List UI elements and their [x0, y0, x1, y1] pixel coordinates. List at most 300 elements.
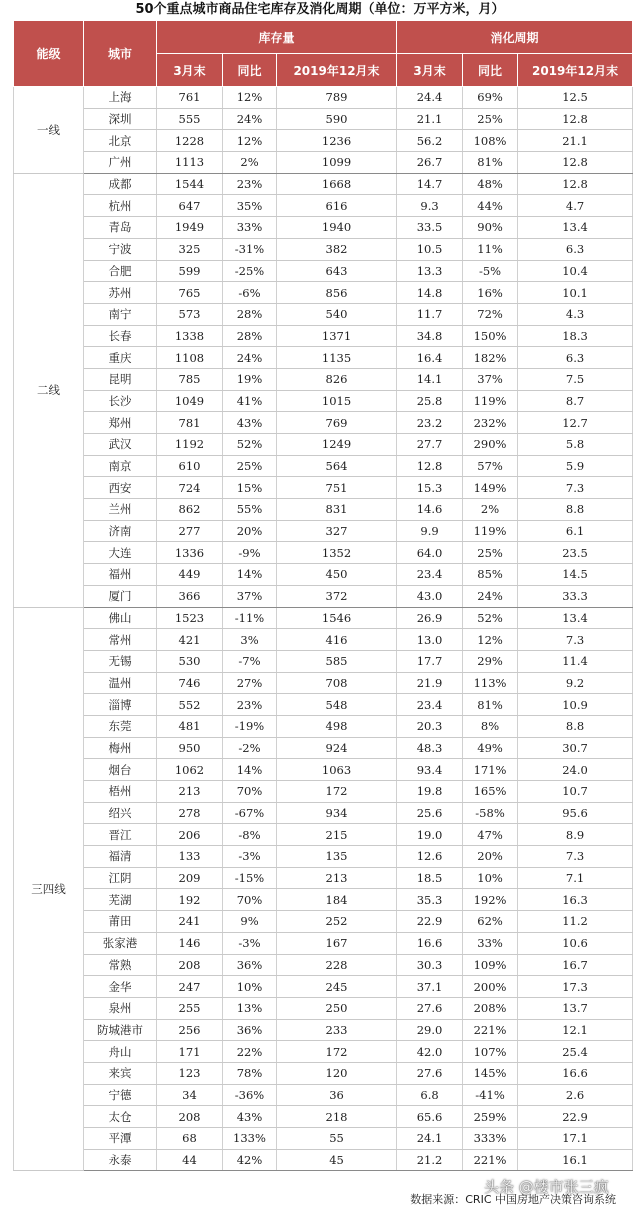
city-cell: 郑州 [84, 412, 157, 434]
inv-dec2019-cell: 1135 [277, 347, 397, 369]
inv-dec2019-cell: 252 [277, 911, 397, 933]
dig-yoy-cell: 52% [463, 607, 518, 629]
dig-march-cell: 65.6 [397, 1106, 463, 1128]
dig-dec2019-cell: 14.5 [518, 564, 633, 586]
inv-yoy-cell: 24% [223, 108, 277, 130]
table-row [14, 1106, 633, 1128]
city-cell: 常熟 [84, 954, 157, 976]
inv-dec2019-cell: 548 [277, 694, 397, 716]
dig-march-cell: 42.0 [397, 1041, 463, 1063]
city-cell: 广州 [84, 152, 157, 174]
dig-march-cell: 16.4 [397, 347, 463, 369]
city-cell: 北京 [84, 130, 157, 152]
table-row [14, 325, 633, 347]
inv-march-cell: 761 [157, 87, 223, 109]
table-row [14, 412, 633, 434]
dig-march-cell: 19.8 [397, 781, 463, 803]
header-dig-yoy: 同比 [463, 54, 518, 87]
inv-yoy-cell: 27% [223, 672, 277, 694]
table-row [14, 781, 633, 803]
city-cell: 佛山 [84, 607, 157, 629]
dig-yoy-cell: 33% [463, 932, 518, 954]
table-row [14, 477, 633, 499]
table-row [14, 542, 633, 564]
dig-yoy-cell: 2% [463, 499, 518, 521]
inv-dec2019-cell: 1249 [277, 434, 397, 456]
inv-yoy-cell: 19% [223, 368, 277, 390]
table-row [14, 87, 633, 109]
inv-march-cell: 255 [157, 997, 223, 1019]
inv-yoy-cell: 36% [223, 954, 277, 976]
city-cell: 上海 [84, 87, 157, 109]
inv-yoy-cell: 15% [223, 477, 277, 499]
inv-yoy-cell: 10% [223, 976, 277, 998]
inv-yoy-cell: 20% [223, 520, 277, 542]
inv-yoy-cell: -31% [223, 238, 277, 260]
dig-dec2019-cell: 17.1 [518, 1128, 633, 1150]
dig-march-cell: 13.0 [397, 629, 463, 651]
dig-march-cell: 26.7 [397, 152, 463, 174]
inv-march-cell: 208 [157, 954, 223, 976]
inv-dec2019-cell: 540 [277, 303, 397, 325]
dig-yoy-cell: 11% [463, 238, 518, 260]
dig-march-cell: 14.7 [397, 173, 463, 195]
inv-dec2019-cell: 416 [277, 629, 397, 651]
inv-dec2019-cell: 585 [277, 650, 397, 672]
inv-yoy-cell: -7% [223, 650, 277, 672]
city-cell: 南京 [84, 455, 157, 477]
table-body [14, 87, 633, 1171]
inv-yoy-cell: -3% [223, 932, 277, 954]
inv-march-cell: 1949 [157, 217, 223, 239]
inv-yoy-cell: 12% [223, 87, 277, 109]
inv-dec2019-cell: 751 [277, 477, 397, 499]
inv-yoy-cell: 36% [223, 1019, 277, 1041]
city-cell: 武汉 [84, 434, 157, 456]
inv-yoy-cell: -11% [223, 607, 277, 629]
dig-yoy-cell: 12% [463, 629, 518, 651]
dig-march-cell: 9.3 [397, 195, 463, 217]
inv-march-cell: 34 [157, 1084, 223, 1106]
dig-march-cell: 37.1 [397, 976, 463, 998]
dig-march-cell: 9.9 [397, 520, 463, 542]
dig-march-cell: 18.5 [397, 867, 463, 889]
dig-march-cell: 35.3 [397, 889, 463, 911]
inv-march-cell: 1523 [157, 607, 223, 629]
table-row [14, 1019, 633, 1041]
inv-march-cell: 599 [157, 260, 223, 282]
inv-yoy-cell: 2% [223, 152, 277, 174]
dig-march-cell: 12.8 [397, 455, 463, 477]
inv-dec2019-cell: 1015 [277, 390, 397, 412]
dig-dec2019-cell: 8.8 [518, 715, 633, 737]
inv-march-cell: 44 [157, 1149, 223, 1171]
dig-dec2019-cell: 13.4 [518, 607, 633, 629]
inv-march-cell: 765 [157, 282, 223, 304]
dig-dec2019-cell: 12.8 [518, 108, 633, 130]
city-cell: 江阴 [84, 867, 157, 889]
inv-dec2019-cell: 245 [277, 976, 397, 998]
dig-dec2019-cell: 24.0 [518, 759, 633, 781]
dig-march-cell: 23.4 [397, 564, 463, 586]
dig-dec2019-cell: 7.3 [518, 629, 633, 651]
inv-dec2019-cell: 1236 [277, 130, 397, 152]
inv-march-cell: 421 [157, 629, 223, 651]
city-cell: 青岛 [84, 217, 157, 239]
dig-dec2019-cell: 6.3 [518, 347, 633, 369]
inv-march-cell: 552 [157, 694, 223, 716]
dig-yoy-cell: 192% [463, 889, 518, 911]
dig-yoy-cell: -41% [463, 1084, 518, 1106]
dig-dec2019-cell: 12.8 [518, 152, 633, 174]
dig-yoy-cell: 29% [463, 650, 518, 672]
dig-march-cell: 21.9 [397, 672, 463, 694]
table-row [14, 997, 633, 1019]
table-row [14, 585, 633, 607]
dig-yoy-cell: 62% [463, 911, 518, 933]
inv-march-cell: 746 [157, 672, 223, 694]
table-row [14, 715, 633, 737]
dig-march-cell: 10.5 [397, 238, 463, 260]
inv-march-cell: 1544 [157, 173, 223, 195]
dig-dec2019-cell: 2.6 [518, 1084, 633, 1106]
dig-march-cell: 13.3 [397, 260, 463, 282]
dig-yoy-cell: 119% [463, 390, 518, 412]
watermark: 头条 @楼市张三疯 [484, 1178, 609, 1196]
dig-dec2019-cell: 21.1 [518, 130, 633, 152]
inv-yoy-cell: 70% [223, 889, 277, 911]
city-cell: 杭州 [84, 195, 157, 217]
dig-dec2019-cell: 16.1 [518, 1149, 633, 1171]
inv-dec2019-cell: 167 [277, 932, 397, 954]
dig-yoy-cell: 221% [463, 1019, 518, 1041]
dig-dec2019-cell: 7.3 [518, 477, 633, 499]
inv-march-cell: 325 [157, 238, 223, 260]
inv-march-cell: 208 [157, 1106, 223, 1128]
dig-yoy-cell: 149% [463, 477, 518, 499]
inv-march-cell: 573 [157, 303, 223, 325]
inv-march-cell: 724 [157, 477, 223, 499]
dig-yoy-cell: -5% [463, 260, 518, 282]
dig-dec2019-cell: 4.7 [518, 195, 633, 217]
dig-dec2019-cell: 10.7 [518, 781, 633, 803]
table-row [14, 954, 633, 976]
dig-dec2019-cell: 4.3 [518, 303, 633, 325]
dig-march-cell: 26.9 [397, 607, 463, 629]
inv-dec2019-cell: 1546 [277, 607, 397, 629]
inv-dec2019-cell: 769 [277, 412, 397, 434]
inv-dec2019-cell: 934 [277, 802, 397, 824]
inv-march-cell: 1049 [157, 390, 223, 412]
city-cell: 深圳 [84, 108, 157, 130]
dig-yoy-cell: 119% [463, 520, 518, 542]
dig-march-cell: 23.4 [397, 694, 463, 716]
dig-dec2019-cell: 16.3 [518, 889, 633, 911]
table-row [14, 867, 633, 889]
inv-march-cell: 366 [157, 585, 223, 607]
dig-dec2019-cell: 17.3 [518, 976, 633, 998]
header-tier: 能级 [14, 21, 84, 87]
dig-dec2019-cell: 16.6 [518, 1062, 633, 1084]
table-row [14, 911, 633, 933]
inv-yoy-cell: 28% [223, 303, 277, 325]
inv-yoy-cell: 133% [223, 1128, 277, 1150]
dig-yoy-cell: 107% [463, 1041, 518, 1063]
inv-march-cell: 241 [157, 911, 223, 933]
dig-yoy-cell: 81% [463, 152, 518, 174]
dig-march-cell: 6.8 [397, 1084, 463, 1106]
dig-dec2019-cell: 6.1 [518, 520, 633, 542]
dig-march-cell: 21.1 [397, 108, 463, 130]
dig-march-cell: 12.6 [397, 846, 463, 868]
dig-yoy-cell: 81% [463, 694, 518, 716]
dig-dec2019-cell: 7.5 [518, 368, 633, 390]
inv-dec2019-cell: 327 [277, 520, 397, 542]
city-cell: 来宾 [84, 1062, 157, 1084]
dig-yoy-cell: 24% [463, 585, 518, 607]
inv-yoy-cell: -36% [223, 1084, 277, 1106]
dig-yoy-cell: 108% [463, 130, 518, 152]
inv-march-cell: 1338 [157, 325, 223, 347]
dig-march-cell: 14.8 [397, 282, 463, 304]
header-dig-march: 3月末 [397, 54, 463, 87]
table-row [14, 434, 633, 456]
city-cell: 宁波 [84, 238, 157, 260]
inv-yoy-cell: -15% [223, 867, 277, 889]
inv-march-cell: 530 [157, 650, 223, 672]
dig-dec2019-cell: 10.6 [518, 932, 633, 954]
inv-yoy-cell: -6% [223, 282, 277, 304]
inv-march-cell: 192 [157, 889, 223, 911]
inv-march-cell: 481 [157, 715, 223, 737]
inv-yoy-cell: 52% [223, 434, 277, 456]
city-cell: 泉州 [84, 997, 157, 1019]
dig-dec2019-cell: 12.5 [518, 87, 633, 109]
dig-march-cell: 93.4 [397, 759, 463, 781]
inv-dec2019-cell: 1063 [277, 759, 397, 781]
inv-march-cell: 1113 [157, 152, 223, 174]
inv-dec2019-cell: 564 [277, 455, 397, 477]
dig-dec2019-cell: 11.2 [518, 911, 633, 933]
table-row [14, 564, 633, 586]
inv-march-cell: 206 [157, 824, 223, 846]
city-cell: 长沙 [84, 390, 157, 412]
dig-march-cell: 16.6 [397, 932, 463, 954]
inv-march-cell: 68 [157, 1128, 223, 1150]
dig-march-cell: 11.7 [397, 303, 463, 325]
city-cell: 合肥 [84, 260, 157, 282]
dig-dec2019-cell: 8.8 [518, 499, 633, 521]
table-row [14, 130, 633, 152]
dig-dec2019-cell: 12.8 [518, 173, 633, 195]
inv-yoy-cell: -19% [223, 715, 277, 737]
inv-yoy-cell: 35% [223, 195, 277, 217]
dig-dec2019-cell: 10.4 [518, 260, 633, 282]
inv-yoy-cell: 23% [223, 173, 277, 195]
dig-dec2019-cell: 8.9 [518, 824, 633, 846]
dig-yoy-cell: 232% [463, 412, 518, 434]
table-row [14, 737, 633, 759]
dig-yoy-cell: 208% [463, 997, 518, 1019]
dig-dec2019-cell: 33.3 [518, 585, 633, 607]
city-cell: 莆田 [84, 911, 157, 933]
inv-dec2019-cell: 228 [277, 954, 397, 976]
dig-march-cell: 22.9 [397, 911, 463, 933]
city-cell: 防城港市 [84, 1019, 157, 1041]
dig-march-cell: 30.3 [397, 954, 463, 976]
inv-yoy-cell: -2% [223, 737, 277, 759]
table-row [14, 1041, 633, 1063]
dig-yoy-cell: 182% [463, 347, 518, 369]
table-row [14, 629, 633, 651]
city-cell: 苏州 [84, 282, 157, 304]
inv-yoy-cell: 70% [223, 781, 277, 803]
table-row [14, 694, 633, 716]
dig-yoy-cell: 109% [463, 954, 518, 976]
dig-dec2019-cell: 7.3 [518, 846, 633, 868]
table-row [14, 108, 633, 130]
inv-march-cell: 123 [157, 1062, 223, 1084]
dig-dec2019-cell: 18.3 [518, 325, 633, 347]
inv-dec2019-cell: 213 [277, 867, 397, 889]
dig-march-cell: 21.2 [397, 1149, 463, 1171]
dig-march-cell: 25.8 [397, 390, 463, 412]
dig-march-cell: 29.0 [397, 1019, 463, 1041]
inv-yoy-cell: 25% [223, 455, 277, 477]
city-cell: 南宁 [84, 303, 157, 325]
table-row [14, 347, 633, 369]
inv-march-cell: 449 [157, 564, 223, 586]
table-row [14, 846, 633, 868]
inventory-table [13, 20, 633, 1171]
table-row [14, 368, 633, 390]
inv-dec2019-cell: 1940 [277, 217, 397, 239]
header-inv-march: 3月末 [157, 54, 223, 87]
header-digestion: 消化周期 [397, 21, 633, 54]
table-row [14, 1128, 633, 1150]
dig-march-cell: 24.1 [397, 1128, 463, 1150]
inv-dec2019-cell: 184 [277, 889, 397, 911]
inv-yoy-cell: 12% [223, 130, 277, 152]
table-row [14, 759, 633, 781]
table-row [14, 260, 633, 282]
inv-dec2019-cell: 1099 [277, 152, 397, 174]
city-cell: 太仓 [84, 1106, 157, 1128]
inv-yoy-cell: 9% [223, 911, 277, 933]
dig-dec2019-cell: 12.1 [518, 1019, 633, 1041]
table-row [14, 520, 633, 542]
dig-yoy-cell: 69% [463, 87, 518, 109]
inv-dec2019-cell: 172 [277, 1041, 397, 1063]
inv-march-cell: 647 [157, 195, 223, 217]
dig-march-cell: 27.6 [397, 997, 463, 1019]
table-title: 50个重点城市商品住宅库存及消化周期（单位：万平方米，月） [135, 2, 505, 17]
header-city: 城市 [84, 21, 157, 87]
inv-march-cell: 555 [157, 108, 223, 130]
dig-dec2019-cell: 5.8 [518, 434, 633, 456]
table-row [14, 607, 633, 629]
inv-yoy-cell: -3% [223, 846, 277, 868]
dig-dec2019-cell: 22.9 [518, 1106, 633, 1128]
city-cell: 福州 [84, 564, 157, 586]
inv-march-cell: 133 [157, 846, 223, 868]
dig-dec2019-cell: 95.6 [518, 802, 633, 824]
inv-dec2019-cell: 218 [277, 1106, 397, 1128]
dig-dec2019-cell: 13.4 [518, 217, 633, 239]
dig-yoy-cell: 57% [463, 455, 518, 477]
city-cell: 晋江 [84, 824, 157, 846]
city-cell: 永泰 [84, 1149, 157, 1171]
city-cell: 福清 [84, 846, 157, 868]
header-inv-dec2019: 2019年12月末 [277, 54, 397, 87]
inv-dec2019-cell: 250 [277, 997, 397, 1019]
inv-dec2019-cell: 1668 [277, 173, 397, 195]
table-row [14, 1062, 633, 1084]
table-row [14, 455, 633, 477]
dig-march-cell: 14.6 [397, 499, 463, 521]
inv-yoy-cell: 43% [223, 412, 277, 434]
city-cell: 宁德 [84, 1084, 157, 1106]
inv-yoy-cell: 23% [223, 694, 277, 716]
inv-yoy-cell: 13% [223, 997, 277, 1019]
dig-yoy-cell: 90% [463, 217, 518, 239]
inv-yoy-cell: 42% [223, 1149, 277, 1171]
inv-march-cell: 256 [157, 1019, 223, 1041]
dig-yoy-cell: 44% [463, 195, 518, 217]
dig-yoy-cell: 20% [463, 846, 518, 868]
inv-march-cell: 171 [157, 1041, 223, 1063]
dig-dec2019-cell: 7.1 [518, 867, 633, 889]
inv-march-cell: 277 [157, 520, 223, 542]
inv-yoy-cell: 43% [223, 1106, 277, 1128]
inv-yoy-cell: 41% [223, 390, 277, 412]
inv-dec2019-cell: 172 [277, 781, 397, 803]
dig-yoy-cell: 290% [463, 434, 518, 456]
dig-march-cell: 15.3 [397, 477, 463, 499]
header-inv-yoy: 同比 [223, 54, 277, 87]
dig-dec2019-cell: 10.1 [518, 282, 633, 304]
inv-yoy-cell: -9% [223, 542, 277, 564]
dig-yoy-cell: 48% [463, 173, 518, 195]
inv-dec2019-cell: 789 [277, 87, 397, 109]
table-row [14, 650, 633, 672]
dig-march-cell: 64.0 [397, 542, 463, 564]
city-cell: 无锡 [84, 650, 157, 672]
inv-dec2019-cell: 120 [277, 1062, 397, 1084]
dig-march-cell: 23.2 [397, 412, 463, 434]
table-row [14, 932, 633, 954]
table-row [14, 195, 633, 217]
city-cell: 张家港 [84, 932, 157, 954]
city-cell: 大连 [84, 542, 157, 564]
table-row [14, 889, 633, 911]
inv-march-cell: 1228 [157, 130, 223, 152]
city-cell: 温州 [84, 672, 157, 694]
dig-march-cell: 25.6 [397, 802, 463, 824]
tier-cell: 一线 [14, 87, 84, 174]
inv-dec2019-cell: 616 [277, 195, 397, 217]
inv-dec2019-cell: 450 [277, 564, 397, 586]
dig-march-cell: 34.8 [397, 325, 463, 347]
dig-yoy-cell: 49% [463, 737, 518, 759]
table-row [14, 152, 633, 174]
dig-yoy-cell: 200% [463, 976, 518, 998]
inv-march-cell: 278 [157, 802, 223, 824]
inv-march-cell: 785 [157, 368, 223, 390]
city-cell: 西安 [84, 477, 157, 499]
inv-march-cell: 1062 [157, 759, 223, 781]
dig-yoy-cell: 25% [463, 542, 518, 564]
